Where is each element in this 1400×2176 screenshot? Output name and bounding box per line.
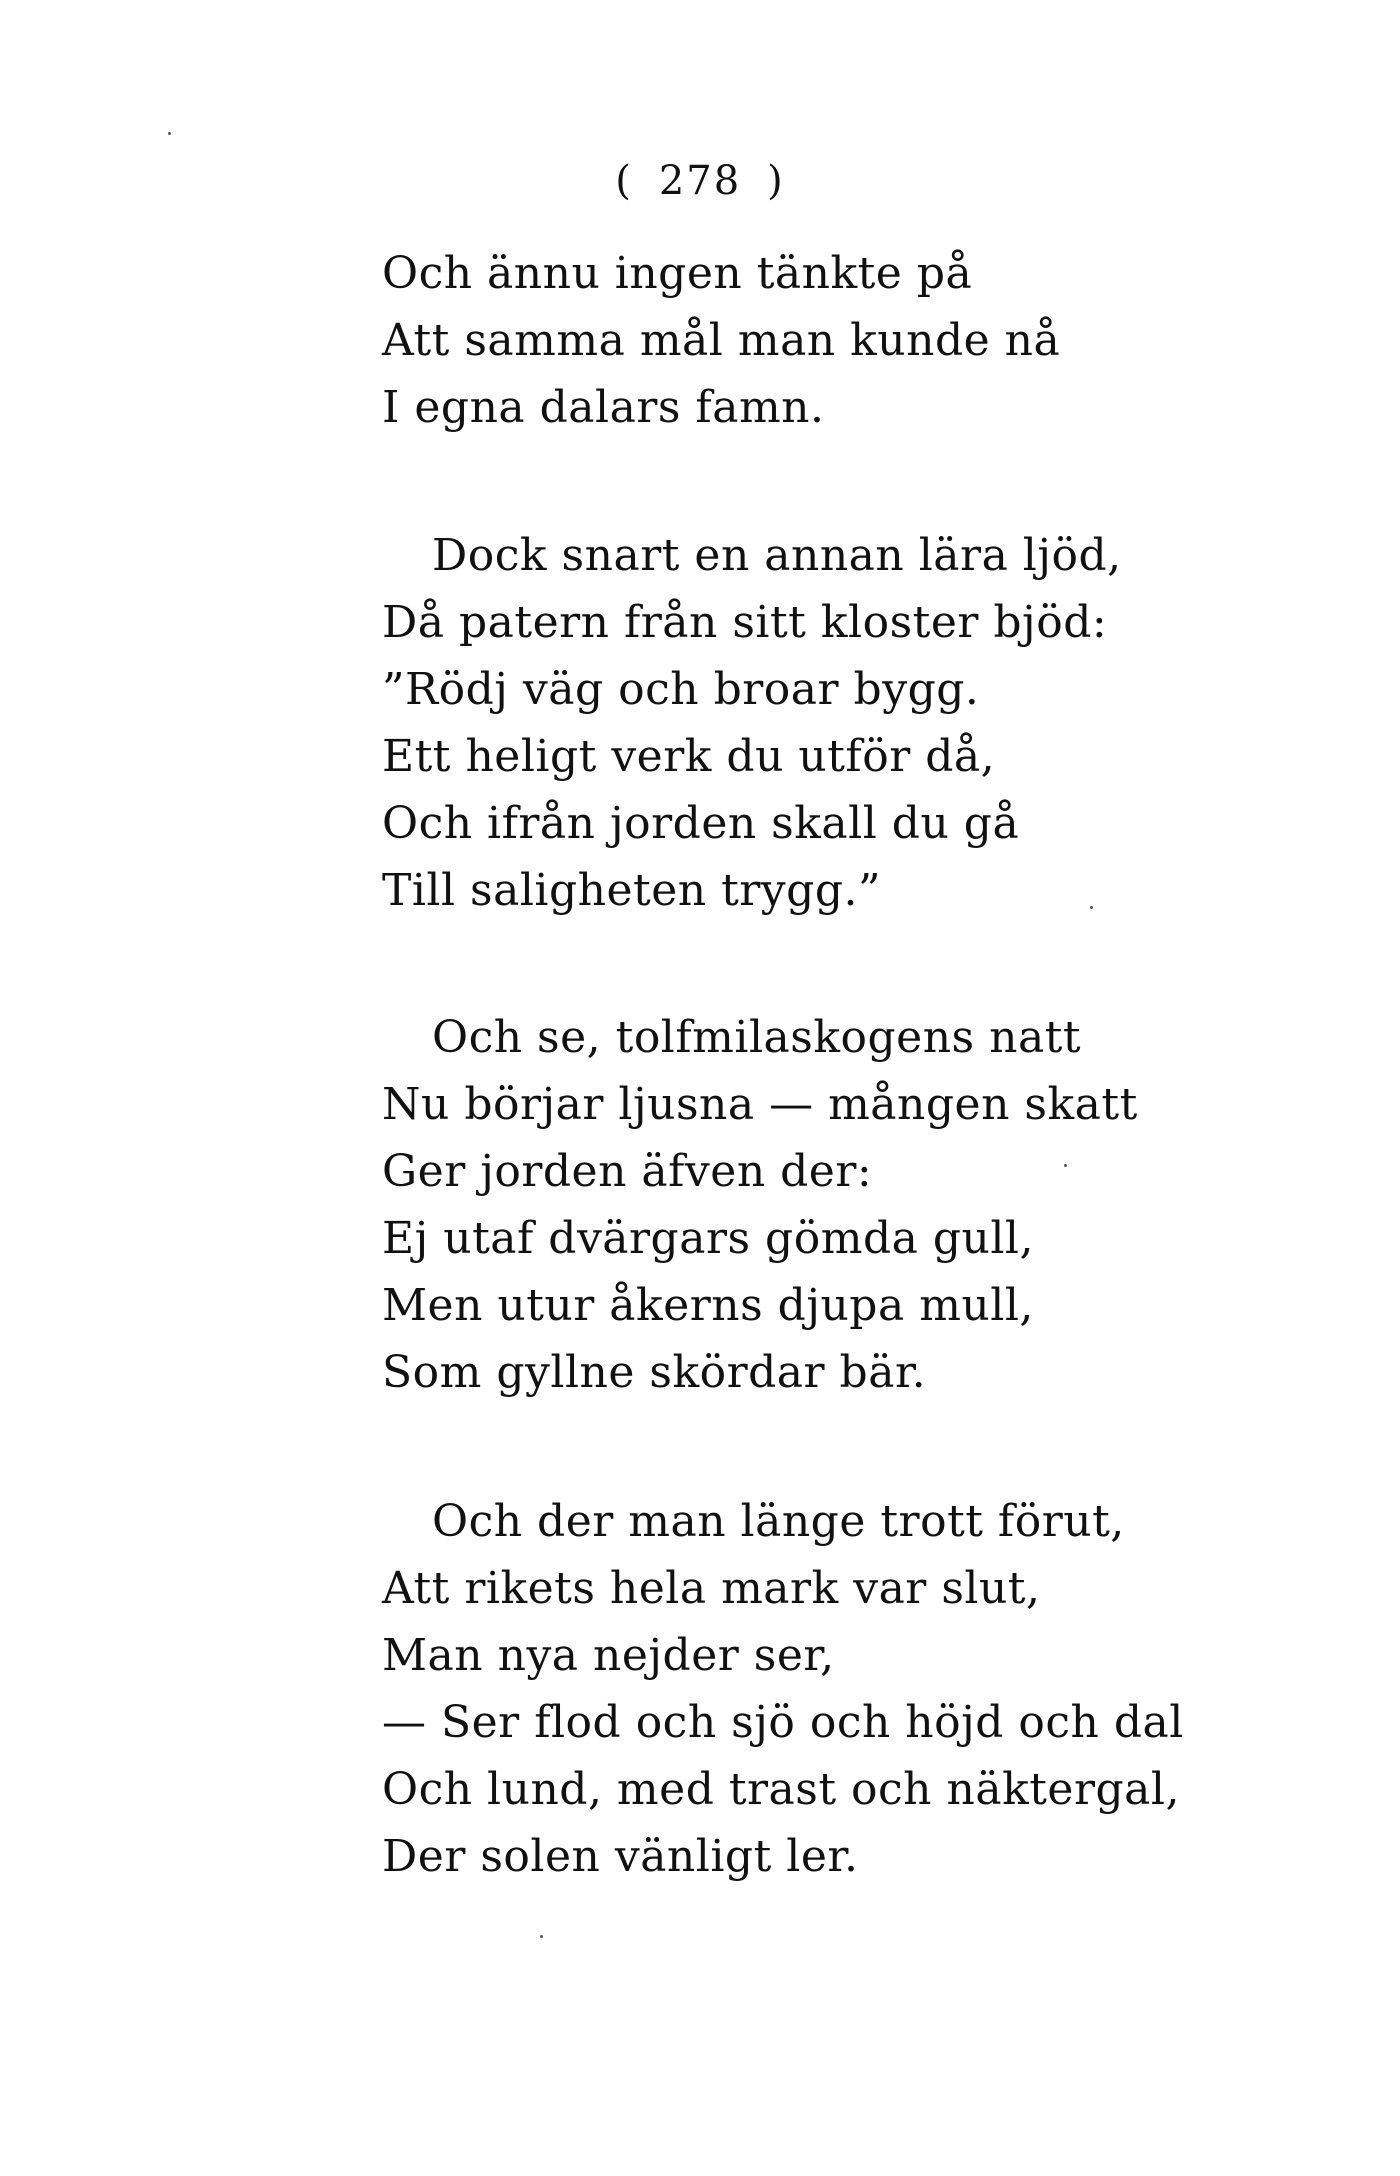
scan-speck bbox=[168, 132, 171, 135]
scan-speck bbox=[1064, 1164, 1067, 1167]
verse-line: Ej utaf dvärgars gömda gull, bbox=[382, 1213, 1034, 1264]
stanza-3 bbox=[382, 1004, 1282, 1406]
verse-line: Men utur åkerns djupa mull, bbox=[382, 1280, 1034, 1331]
scan-speck bbox=[1090, 906, 1093, 909]
stanza-1 bbox=[382, 240, 1282, 441]
page-number bbox=[0, 158, 1400, 204]
verse-line: Och der man länge trott förut, bbox=[432, 1496, 1125, 1547]
verse-line: Och se, tolfmilaskogens natt bbox=[432, 1012, 1082, 1063]
page-number-value: 278 bbox=[658, 158, 742, 204]
verse-line: Till saligheten trygg.” bbox=[382, 865, 881, 916]
verse-line: Och lund, med trast och näktergal, bbox=[382, 1764, 1180, 1815]
verse-line: Ett heligt verk du utför då, bbox=[382, 731, 996, 782]
verse-line: — Ser flod och sjö och höjd och dal bbox=[382, 1697, 1184, 1748]
verse-line: Att rikets hela mark var slut, bbox=[382, 1563, 1041, 1614]
verse-line: Och ännu ingen tänkte på bbox=[382, 248, 973, 299]
verse-line: I egna dalars famn. bbox=[382, 382, 825, 433]
verse-line: Då patern från sitt kloster bjöd: bbox=[382, 597, 1108, 648]
verse-line: Der solen vänligt ler. bbox=[382, 1831, 859, 1882]
verse-line: Nu börjar ljusna — mången skatt bbox=[382, 1079, 1138, 1130]
verse-line: Och ifrån jorden skall du gå bbox=[382, 798, 1020, 849]
page-number-open-paren: ( bbox=[615, 158, 633, 204]
stanza-4 bbox=[382, 1488, 1282, 1890]
verse-line: Att samma mål man kunde nå bbox=[382, 315, 1061, 366]
verse-line: Man nya nejder ser, bbox=[382, 1630, 835, 1681]
verse-line: Ger jorden äfven der: bbox=[382, 1146, 873, 1197]
stanza-2 bbox=[382, 522, 1282, 924]
verse-line: ”Rödj väg och broar bygg. bbox=[382, 664, 980, 715]
scan-speck bbox=[540, 1935, 543, 1938]
verse-line: Som gyllne skördar bär. bbox=[382, 1347, 927, 1398]
verse-line: Dock snart en annan lära ljöd, bbox=[432, 530, 1122, 581]
page-number-close-paren: ) bbox=[767, 158, 785, 204]
